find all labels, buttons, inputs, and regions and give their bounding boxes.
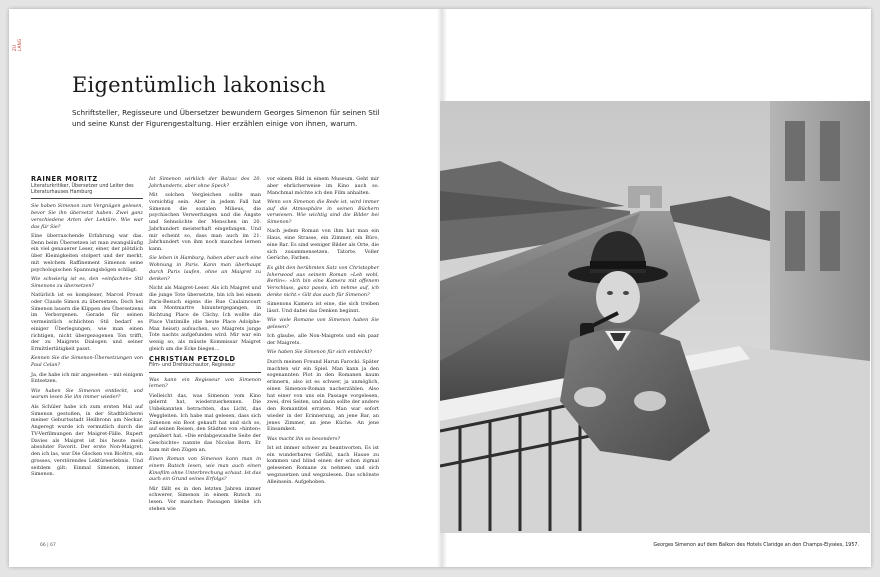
interview-answer: Mit solchen Vergleichen sollte man vorsichtig sein. Aber in jedem Fall hat Simenon die sozialen Milieus, die psychischen Verwerfungen und die Ängste und Sehnsüchte der Menschen im 20. Jahrhundert meisterhaft eingefangen. Und mir scheint so, dass man auch im 21. Jahrhundert von ihm noch manches lernen kann. (149, 192, 261, 253)
interview-answer: Natürlich ist es komplexer, Marcel Proust oder Claude Simon zu übersetzen. Doch bei Simenon lauern die Klippen des Übersetzens im Verborgenen. Gerade für seinen vermeintlich schlichten Stil bedarf es einiger Überlegungen, wie man einen richtigen, nicht übergezogenen Ton trifft, der zu Maigrets Dialogen und seiner Ermittlertätigkeit passt. (31, 292, 143, 353)
interview-question: Wie haben Sie Simenon für sich entdeckt? (267, 349, 373, 356)
interview-answer: Als Schüler habe ich zum ersten Mal auf Simenon gestoßen, in der Stadtbücherei meiner Geburtsstadt Heilbronn am Neckar. Angeregt wurde ich vermutlich durch die TV-Verfilmungen der Maigret-Fälle. Rupert Davies als Maigret ist bis heute mein absoluter Favorit. Der erste Non-Maigret, den ich las, war Die Glocken von Bicêtre, ein grosses, verstörendes Lektüreerlebnis. Und seitdem gilt: Einmal Simenon, immer Simenon. (31, 403, 143, 478)
interview-answer: Simenons Kamera ist eine, die sich treiben lässt. Und dabei das Denken beginnt. (267, 301, 379, 314)
interview-question: Was macht ihn so besonders? (267, 435, 341, 442)
article-headline: Eigentümlich lakonisch (72, 73, 327, 97)
interview-question: Es gibt den berühmten Satz von Christopher Isherwood aus seinem Roman »Leb wohl, Berlin«: »Ich bin eine Kamera mit offenem Verschluss, ganz passiv, ich nehme auf, ich denke nicht.« Gilt das auch für Simenon? (267, 264, 379, 298)
interview-question: Was kann ein Regisseur von Simenon lernen? (149, 376, 261, 390)
interview-question: Ist Simenon wirklich der Balzac des 20. Jahrhunderts, aber ohne Speck? (149, 176, 261, 189)
interview-question: Wie schwierig ist es, den »einfachen« Stil Simenons zu übersetzen? (31, 276, 143, 289)
column-body (149, 176, 261, 353)
section-tag: ZU LANG (12, 38, 22, 51)
column-body (31, 203, 143, 478)
interview-answer: Ja, die habe ich mir angesehen – mit einigem Entsetzen. (31, 371, 143, 385)
interview-question: Wie viele Romane von Simenon haben Sie gelesen? (267, 317, 379, 330)
interviewee-role: Literaturkritiker, Übersetzer und Leiter des Literaturhauses Hamburg (31, 184, 143, 200)
interview-question: Wenn von Simenon die Rede ist, wird immer auf die Atmosphäre in seinen Büchern verwiesen. Wie wichtig sind die Bilder bei Simenon? (267, 198, 379, 226)
magazine-spread (9, 9, 871, 567)
interview-answer: Durch meinen Freund Harun Farocki. Später machten wir ein Spiel. Man kann ja den sogenannten Plot in den Romanen kaum erinnern, also ist es schwer, ja unmöglich, einen Simenon-Roman nacherzählen. Also hat einer von uns ein Passage vorgelesen, zwei, drei Seiten, und dann sollte der andere den Romantitel erraten. Man war sofort wieder in der Erinnerung, an jene Bar, an jenes Zimmer, an jene Küche. An jene Einsamkeit. (267, 358, 379, 433)
interviewee-name: CHRISTIAN PETZOLD (149, 354, 236, 363)
photo-caption: Georges Simenon auf dem Balkon des Hotels Claridge an den Champs-Elysées, 1957. (653, 543, 859, 548)
interview-answer: Nicht als Maigret-Leser. Als ich Maigret und die junge Tote übersetzte, bin ich bei einem Paris-Besuch eigens die Rue Caulaincourt am Montmartre hinuntergegangen, in Richtung Place de Clichy. Ich wollte die Place Vintimille (die heute Place Adolphe-Max heisst) aufsuchen, wo Maigrets junge Tote nachts aufgefunden wird. Mir war ein wenig so, als müsste Kommissar Maigret gleich um die Ecke biegen… (149, 285, 261, 352)
interview-answer: Ich glaube, alle Non-Maigrets und ein paar der Maigrets. (267, 333, 379, 347)
interview-answer: Mir fällt es in den letzten Jahren immer schwerer, Simenon in einem Rutsch zu lesen. Vor manchen Passagen bleibe ich stehen wie (149, 485, 261, 512)
interview-answer: vor einem Bild in einem Museum. Geht mir aber ehrlicherweise im Kino auch so. Manchmal möchte ich den Film anhalten. (267, 176, 379, 196)
article-intro: Schriftsteller, Regisseure und Übersetzer bewundern Georges Simenon für seinen Stil und seine Kunst der Figurengestaltung. Hier erzählen einige von ihnen, warum. (72, 108, 380, 128)
text-column-1 (31, 176, 143, 481)
interview-answer: Ist ist immer schwer zu beantworten. Es ist ein wunderbares Gefühl, nach Hause zu kommen und blind einen der schon zigmal gelesenen Romane zu nehmen und sich wegzusetzen und wegzulesen. Das schönste Alleinsein. Aufgehoben. (267, 444, 379, 485)
interview-question: Einen Roman von Simenon kann man in einem Rutsch lesen, wie man auch einen Kinofilm ohne Unterbrechung schaut. Ist das auch ein Grund seines Erfolgs? (149, 456, 261, 483)
interview-answer: Nach jedem Roman von ihm hat man ein Haus, eine Strasse, ein Zimmer, ein Büro, eine Bar. Es sind weniger Bilder als Orte, die sich zusammensetzen. Tatorte. Voller Gerüche, Farben. (267, 228, 379, 262)
interviewee-name: RAINER MORITZ (31, 175, 98, 183)
column-body (267, 176, 379, 485)
interview-question: Kennen Sie die Simenon-Übersetzungen von Paul Celan? (31, 355, 143, 369)
text-column-2 (149, 176, 261, 515)
photograph-balcony-icon (440, 101, 870, 533)
page-folio: 66 | 67 (40, 543, 56, 548)
text-column-3 (267, 176, 379, 488)
interview-question: Wie haben Sie Simenon entdeckt, und warum lesen Sie ihn immer wieder? (31, 387, 143, 401)
interview-question: Sie leben in Hamburg, haben aber auch eine Wohnung in Paris. Kann man überhaupt durch Paris laufen, ohne an Maigret zu denken? (149, 255, 261, 282)
interview-answer: Eine überraschende Erfahrung war das. Denn beim Übersetzen ist man zwangsläufig ein viel genauerer Leser, einer, der plötzlich über Kleinigkeiten stolpert und der merkt, mit welchem Raffinement Simenon seine psychologischen Spannungsbögen schlägt. (31, 232, 143, 273)
interviewee-role: Film- und Drehbuchautor, Regisseur (149, 363, 261, 372)
column-body (149, 377, 261, 513)
interview-answer: Vielleicht das, was Simenon vom Kino gelernt hat, wiederzuerkennen. Die Unbekannten betrachten, das Licht, das Weggleiten. Ich habe mal gelesen, dass sich Simenon ein Boot gekauft hat und sich so, auf seinen Reisen, den Städten von »hinten« genähert hat. »Die erdabgewandte Seite der Geschichte« nannte das Nicolas Born. Er kam mit den Zügen an. (149, 392, 261, 453)
interview-question: Sie haben Simenon zum Vergnügen gelesen, bevor Sie ihn übersetzt haben. Zwei ganz verschiedene Arten der Lektüre. Wie war das für Sie? (31, 203, 143, 230)
